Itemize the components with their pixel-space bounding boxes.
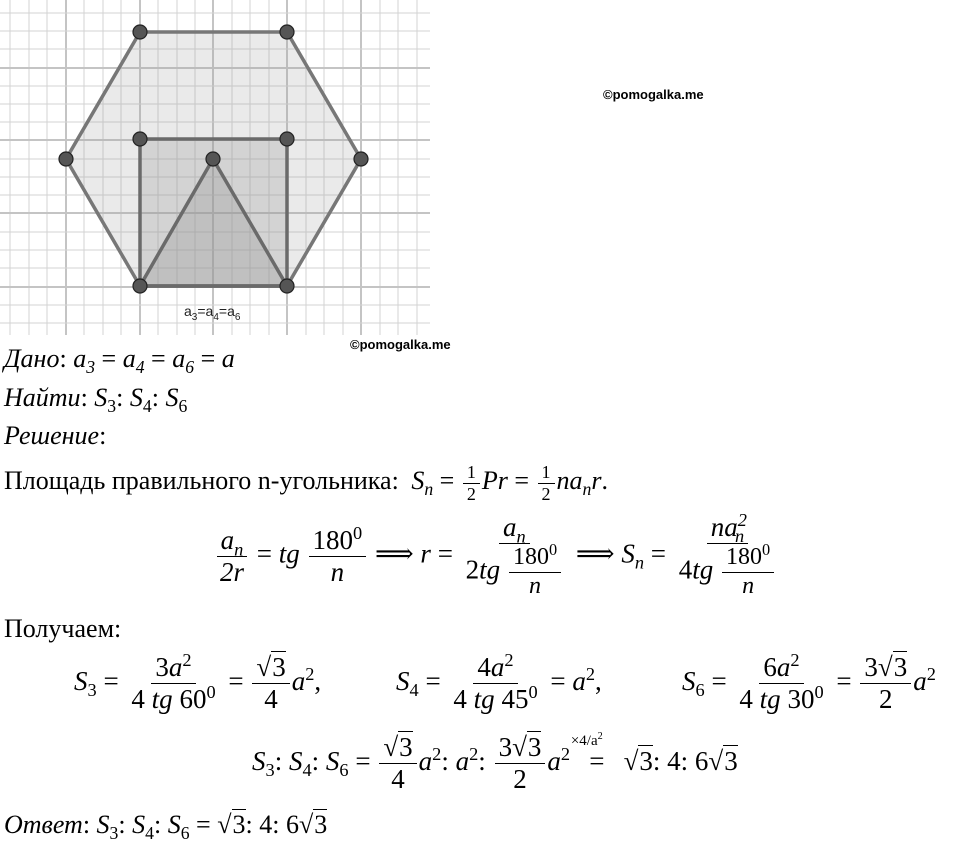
find-label: Найти <box>4 383 81 412</box>
s4-line: $S_4$ = $\frac{4a^2}{4 tg 45^0}$ = $a^2$, <box>396 650 602 715</box>
vertex-point <box>280 25 294 39</box>
s6-line: $S_6$ = $\frac{6a^2}{4 tg 30^0}$ = $\frac{3√3}{2}$ $a^2$ <box>682 650 936 715</box>
answer-label: Ответ <box>4 810 83 839</box>
geometry-figure <box>0 0 430 335</box>
vertex-point <box>354 152 368 166</box>
s3-line: $S_3$ = $\frac{3a^2}{4 tg 60^0}$ = $\frac{√3}{4}$ $a^2$, <box>74 650 322 715</box>
area-formula-text: Площадь правильного n-угольника: <box>4 466 399 496</box>
solution-line: Решение: <box>4 421 107 450</box>
given-label: Дано <box>4 344 60 373</box>
area-formula-expr: $S_n$ = $\frac{1}{2}$ Pr = $\frac{1}{2}$ $na_nr$. <box>411 462 608 504</box>
vertex-point <box>133 25 147 39</box>
vertex-point <box>133 279 147 293</box>
given-line: Дано: $a_3 = a_4 = a_6 = a$ <box>4 344 235 378</box>
obtain-line: Получаем: <box>4 614 122 643</box>
vertex-point <box>280 279 294 293</box>
vertex-point <box>280 132 294 146</box>
find-line: Найти: $S_3$: $S_4$: $S_6$ <box>4 383 188 417</box>
watermark-top: ©pomogalka.me <box>603 87 704 102</box>
ratio-line: $S_3$: $S_4$: $S_6$ = $\frac{√3}{4}$ $a^2$: $a^2$: $\frac{3√3}{2}$ $a^2$ $\times 4/a^2$ = √3: 4: 6√3 <box>252 730 738 795</box>
solution-label: Решение <box>4 421 100 450</box>
vertex-point <box>59 152 73 166</box>
find-expr: $S_3$: $S_4$: $S_6$ <box>94 383 188 417</box>
vertex-point <box>133 132 147 146</box>
answer-expr: $S_3$: $S_4$: $S_6 = √3$: 4: 6√3 <box>96 810 328 843</box>
figure-label: $a_3=a_4=a_6$ <box>184 303 241 323</box>
vertex-point <box>206 152 220 166</box>
area-formula-line <box>4 462 608 504</box>
derivation-line: $\frac{a_n}{2r}$ = tg $\frac{180^0}{n}$ ⟹ r = $a_n$ 2tg $\frac{180^0}{n}$ ⟹ $S_n$ = $na^2_n$ 4tg $\frac{180^0}{n}$ <box>214 512 782 600</box>
given-expr: $a_3 = a_4 = a_6 = a$ <box>73 344 235 378</box>
answer-line: Ответ: $S_3$: $S_4$: $S_6 = √3$: 4: 6√3 <box>4 810 328 843</box>
watermark-bottom: ©pomogalka.me <box>350 337 451 352</box>
